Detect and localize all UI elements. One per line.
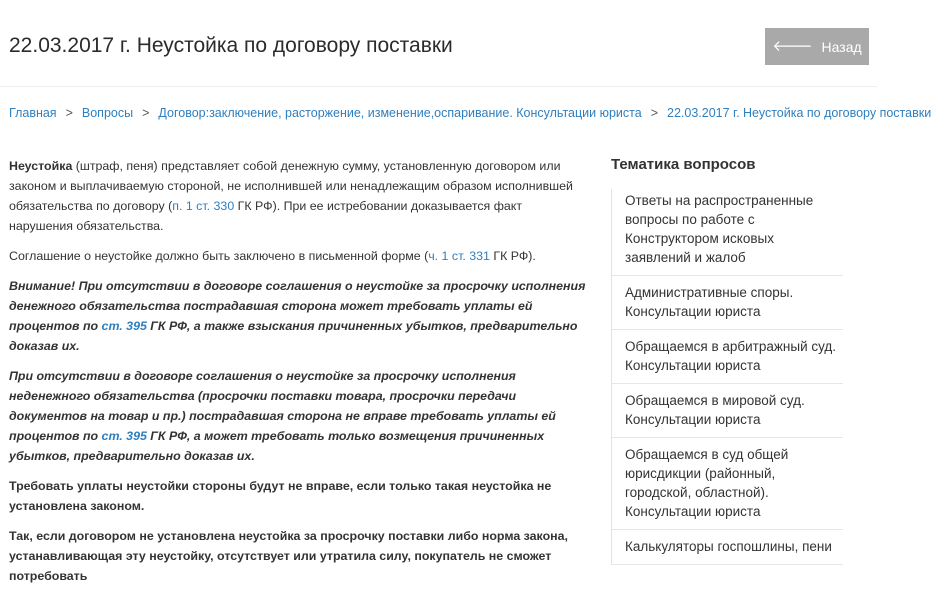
sidebar-title: Тематика вопросов <box>611 156 756 173</box>
text: (штраф, пеня) представляет собой денежную сумму, установленную договором или законом и выплачиваемую стороной, не исполнившей или ненадлежащим образом исполнившей обязательства по договору ( <box>9 159 573 213</box>
breadcrumb-item-home[interactable]: Главная <box>9 106 57 120</box>
back-button-label: Назад <box>821 38 862 55</box>
article-paragraph: Требовать уплаты неустойки стороны будут не вправе, если только такая неустойка не установлена законом. <box>9 479 552 513</box>
sidebar-item-constructor-faq[interactable]: Ответы на распространенные вопросы по работе с Конструктором исковых заявлений и жалоб <box>612 189 843 276</box>
text: При отсутствии в договоре соглашения о неустойке за просрочку исполнения неденежного обязательства (просрочки поставки товара, просрочки передачи документов на товар и пр.) пострадавшая сторона не вправе требовать уплаты ей процентов по <box>9 369 556 443</box>
article-paragraph <box>9 156 587 236</box>
article-paragraph <box>9 246 587 266</box>
breadcrumb-item-current[interactable]: 22.03.2017 г. Неустойка по договору поставки <box>667 106 931 120</box>
law-link[interactable]: п. 1 ст. 330 <box>172 199 235 213</box>
header-divider <box>0 86 877 87</box>
back-button[interactable] <box>765 28 869 65</box>
text: Внимание! При отсутствии в договоре соглашения о неустойке за просрочку исполнения денежного обязательства пострадавшая сторона может требовать уплаты ей процентов по <box>9 279 586 333</box>
warning-paragraph <box>9 366 587 466</box>
topics-sidebar <box>611 156 843 565</box>
sidebar-item-administrative[interactable]: Административные споры. Консультации юриста <box>612 276 843 330</box>
text: ГК РФ, а может требовать только возмещения причиненных убытков, предварительно доказав их. <box>9 429 545 463</box>
breadcrumb-separator: > <box>65 106 73 120</box>
term-bold: Неустойка <box>9 159 73 173</box>
breadcrumb-separator: > <box>142 106 150 120</box>
arrow-left-icon: 🡐 <box>772 38 813 55</box>
text: Соглашение о неустойке должно быть заключено в письменной форме ( <box>9 249 429 263</box>
text: ГК РФ). При ее истребовании доказывается факт нарушения обязательства. <box>9 199 523 233</box>
law-link[interactable]: ст. 395 <box>101 319 147 333</box>
sidebar-item-arbitration[interactable]: Обращаемся в арбитражный суд. Консультации юриста <box>612 330 843 384</box>
sidebar-item-general-court[interactable]: Обращаемся в суд общей юрисдикции (районный, городской, областной). Консультации юриста <box>612 438 843 530</box>
law-link[interactable]: ст. 395 <box>101 429 147 443</box>
breadcrumb-item-category[interactable]: Договор:заключение, расторжение, изменение,оспаривание. Консультации юриста <box>158 106 642 120</box>
article-body <box>9 156 587 596</box>
warning-paragraph <box>9 276 587 356</box>
text: ГК РФ, а также взыскания причиненных убытков, предварительно доказав их. <box>9 319 578 353</box>
breadcrumb-item-questions[interactable]: Вопросы <box>81 106 134 120</box>
law-link[interactable]: ч. 1 ст. 331 <box>428 249 490 263</box>
text: ГК РФ). <box>489 249 536 263</box>
sidebar-item-magistrate[interactable]: Обращаемся в мировой суд. Консультации юриста <box>612 384 843 438</box>
article-paragraph: Так, если договором не установлена неустойка за просрочку поставки либо норма закона, устанавливающая эту неустойку, отсутствует или утратила силу, покупатель не сможет потребовать <box>9 529 568 583</box>
page-title: 22.03.2017 г. Неустойка по договору поставки <box>9 34 453 57</box>
breadcrumb <box>9 106 931 120</box>
topics-list <box>611 189 843 565</box>
breadcrumb-separator: > <box>650 106 659 120</box>
sidebar-item-calculators[interactable]: Калькуляторы госпошлины, пени <box>612 530 843 565</box>
